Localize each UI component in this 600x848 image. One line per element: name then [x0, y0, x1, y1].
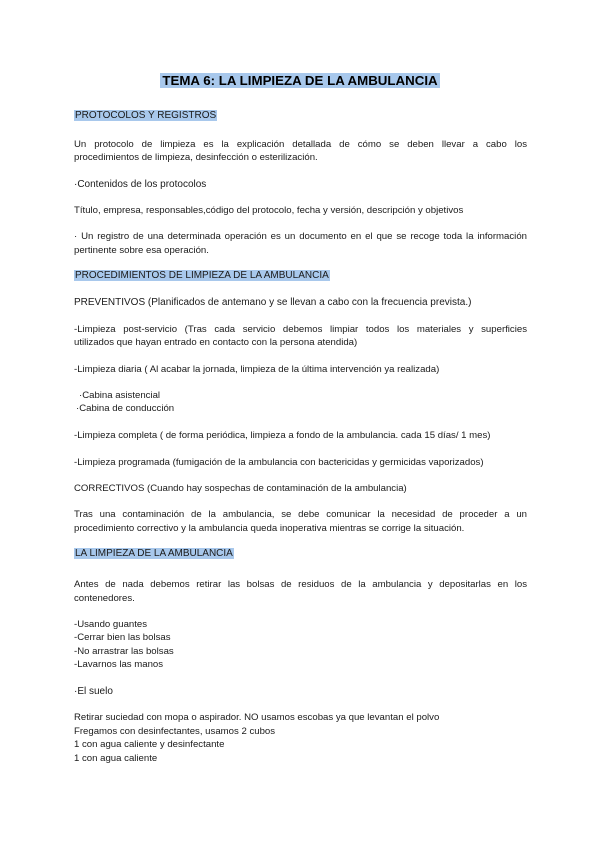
paragraph-registro-line-2: pertinente sobre esa operación. [74, 245, 209, 256]
paragraph-registro-line-1: · Un registro de una determinada operación es un documento en el que se recoge toda la información [74, 231, 527, 242]
antes-de-nada-line-2: contenedores. [74, 593, 135, 604]
el-suelo-heading: ·El suelo [74, 686, 113, 697]
limpieza-completa-line: -Limpieza completa ( de forma periódica, limpieza a fondo de la ambulancia. cada 15 días/ 1 mes) [74, 430, 491, 441]
post-servicio-line-2: utilizados que hayan entrado en contacto con la persona atendida) [74, 337, 358, 348]
limpieza-programada-line: -Limpieza programada (fumigación de la ambulancia con bactericidas y germicidas vaporizados) [74, 457, 484, 468]
preventivos-line: PREVENTIVOS (Planificados de antemano y se llevan a cabo con la frecuencia prevista.) [74, 297, 472, 308]
list-item: -Lavarnos las manos [74, 659, 164, 670]
section-heading-procedimientos: PROCEDIMIENTOS DE LIMPIEZA DE LA AMBULANCIA [75, 270, 329, 281]
cabina-asistencial-item: ·Cabina asistencial [79, 390, 161, 401]
section-heading-limpieza: LA LIMPIEZA DE LA AMBULANCIA [75, 548, 233, 559]
list-item: -Cerrar bien las bolsas [74, 632, 171, 643]
cubo-1-line: 1 con agua caliente y desinfectante [74, 739, 225, 750]
document-title: TEMA 6: LA LIMPIEZA DE LA AMBULANCIA [162, 73, 438, 88]
limpieza-diaria-line: -Limpieza diaria ( Al acabar la jornada, limpieza de la última intervención ya realizada) [74, 364, 440, 375]
retirar-suciedad-line: Retirar suciedad con mopa o aspirador. NO usamos escobas ya que levantan el polvo [74, 712, 440, 723]
antes-de-nada-line-1: Antes de nada debemos retirar las bolsas de residuos de la ambulancia y depositarlas en los [74, 579, 527, 590]
correctivos-line: CORRECTIVOS (Cuando hay sospechas de contaminación de la ambulancia) [74, 483, 407, 494]
paragraph-contenidos: Título, empresa, responsables,código del protocolo, fecha y versión, descripción y objetivos [74, 205, 464, 216]
list-item: -No arrastrar las bolsas [74, 646, 174, 657]
cubo-2-line: 1 con agua caliente [74, 753, 158, 764]
contaminacion-line-1: Tras una contaminación de la ambulancia, se debe comunicar la necesidad de proceder a un [74, 509, 527, 520]
paragraph-protocolo-line-2: procedimientos de limpieza, desinfección o esterilización. [74, 152, 318, 163]
contaminacion-line-2: procedimiento correctivo y la ambulancia queda inoperativa mientras se corrige la situación. [74, 523, 465, 534]
cabina-conduccion-item: ·Cabina de conducción [76, 403, 175, 414]
fregamos-line: Fregamos con desinfectantes, usamos 2 cubos [74, 726, 276, 737]
contenidos-heading: ·Contenidos de los protocolos [74, 179, 207, 190]
section-heading-protocolos: PROTOCOLOS Y REGISTROS [75, 110, 217, 121]
paragraph-protocolo-line-1: Un protocolo de limpieza es la explicación detallada de cómo se deben llevar a cabo los [74, 139, 527, 150]
post-servicio-line-1: -Limpieza post-servicio (Tras cada servicio debemos limpiar todos los materiales y superficies [74, 324, 527, 335]
list-item: -Usando guantes [74, 619, 148, 630]
